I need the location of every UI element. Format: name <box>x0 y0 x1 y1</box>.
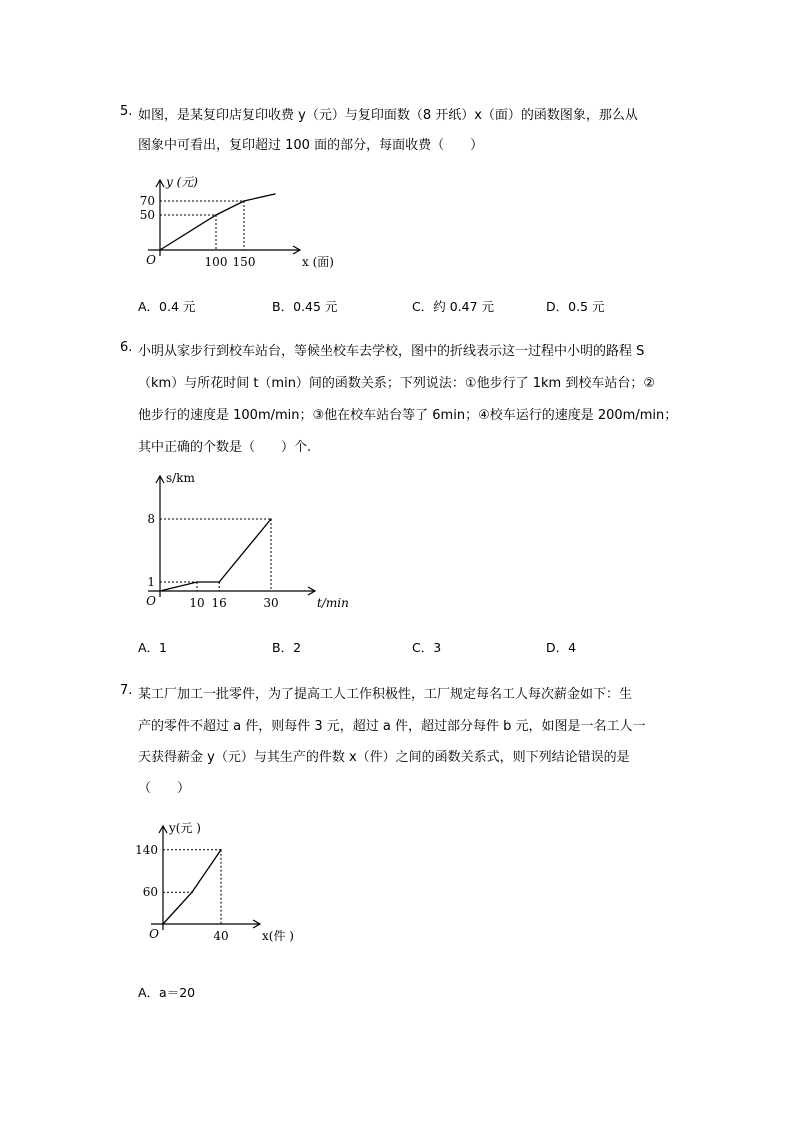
option-a[interactable]: A．a＝20 <box>138 985 196 1000</box>
data-point <box>274 193 276 195</box>
x-axis-label: x (面) <box>302 255 334 269</box>
option-b[interactable]: B．0.45 元 <box>272 299 338 314</box>
question-7-line-2: 产的零件不超过 a 件，则每件 3 元，超过 a 件，超过部分每件 b 元，如图是一名工人一 <box>138 719 646 734</box>
data-point <box>218 581 220 583</box>
option-d[interactable]: D．4 <box>546 640 577 655</box>
data-point <box>215 214 217 216</box>
question-6-line-3: 他步行的速度是 100m/min；③他在校车站台等了 6min；④校车运行的速度是 200m/min； <box>138 408 678 423</box>
question-7-line-3: 天获得薪金 y（元）与其生产的件数 x（件）之间的函数关系式，则下列结论错误的是 <box>138 750 630 765</box>
y-tick-label: 1 <box>147 575 155 589</box>
data-point <box>159 590 161 592</box>
y-axis-label: s/km <box>166 471 195 485</box>
y-tick-label: 8 <box>147 512 155 526</box>
x-tick-label: 30 <box>263 596 279 610</box>
question-7-number: 7. <box>120 683 133 698</box>
y-tick-label: 60 <box>142 885 158 900</box>
origin-label: O <box>149 927 159 941</box>
x-tick-label: 100 <box>204 255 228 269</box>
option-c[interactable]: C．约 0.47 元 <box>412 299 495 314</box>
y-tick-label: 70 <box>139 194 155 208</box>
x-axis-label: x(件 ) <box>262 929 294 943</box>
x-tick-label: 150 <box>232 255 256 269</box>
chart-worker-pay <box>130 818 294 953</box>
data-line <box>163 850 221 924</box>
chart-walking-distance <box>130 468 349 613</box>
question-7-line-4: （ ） <box>138 781 191 796</box>
option-b[interactable]: B．2 <box>272 640 302 655</box>
option-c[interactable]: C．3 <box>412 640 442 655</box>
question-6-line-2: （km）与所花时间 t（min）间的函数关系；下列说法：①他步行了 1km 到校车站台；② <box>138 376 655 391</box>
origin-label: O <box>146 594 156 608</box>
data-point <box>162 923 164 925</box>
option-a[interactable]: A．1 <box>138 640 168 655</box>
question-5-line-2: 图象中可看出，复印超过 100 面的部分，每面收费（ ） <box>138 138 484 153</box>
data-point <box>220 849 222 851</box>
data-point <box>159 249 161 251</box>
option-a[interactable]: A．0.4 元 <box>138 299 196 314</box>
question-6-line-4: 其中正确的个数是（ ）个. <box>138 440 312 455</box>
data-line <box>160 519 271 591</box>
question-5-line-1: 如图，是某复印店复印收费 y（元）与复印面数（8 开纸）x（面）的函数图象，那么从 <box>138 108 638 123</box>
origin-label: O <box>146 253 156 267</box>
chart-copy-fee <box>130 170 350 275</box>
data-line <box>160 194 275 250</box>
x-tick-label: 16 <box>211 596 227 610</box>
question-7-line-1: 某工厂加工一批零件，为了提高工人工作积极性，工厂规定每名工人每次薪金如下：生 <box>138 687 633 702</box>
data-point <box>191 891 193 893</box>
y-tick-label: 50 <box>139 208 155 222</box>
data-point <box>196 581 198 583</box>
x-axis-label: t/min <box>317 596 349 610</box>
y-tick-label: 140 <box>135 842 158 857</box>
data-point <box>270 518 272 520</box>
data-point <box>243 200 245 202</box>
y-axis-label: y(元 ) <box>169 821 201 835</box>
question-6-number: 6. <box>120 340 133 355</box>
question-5-number: 5. <box>120 104 133 119</box>
y-axis-label: y (元) <box>166 175 198 189</box>
question-6-line-1: 小明从家步行到校车站台，等候坐校车去学校，图中的折线表示这一过程中小明的路程 S <box>138 344 645 359</box>
x-tick-label: 10 <box>189 596 205 610</box>
option-d[interactable]: D．0.5 元 <box>546 299 605 314</box>
x-tick-label: 40 <box>213 929 229 943</box>
